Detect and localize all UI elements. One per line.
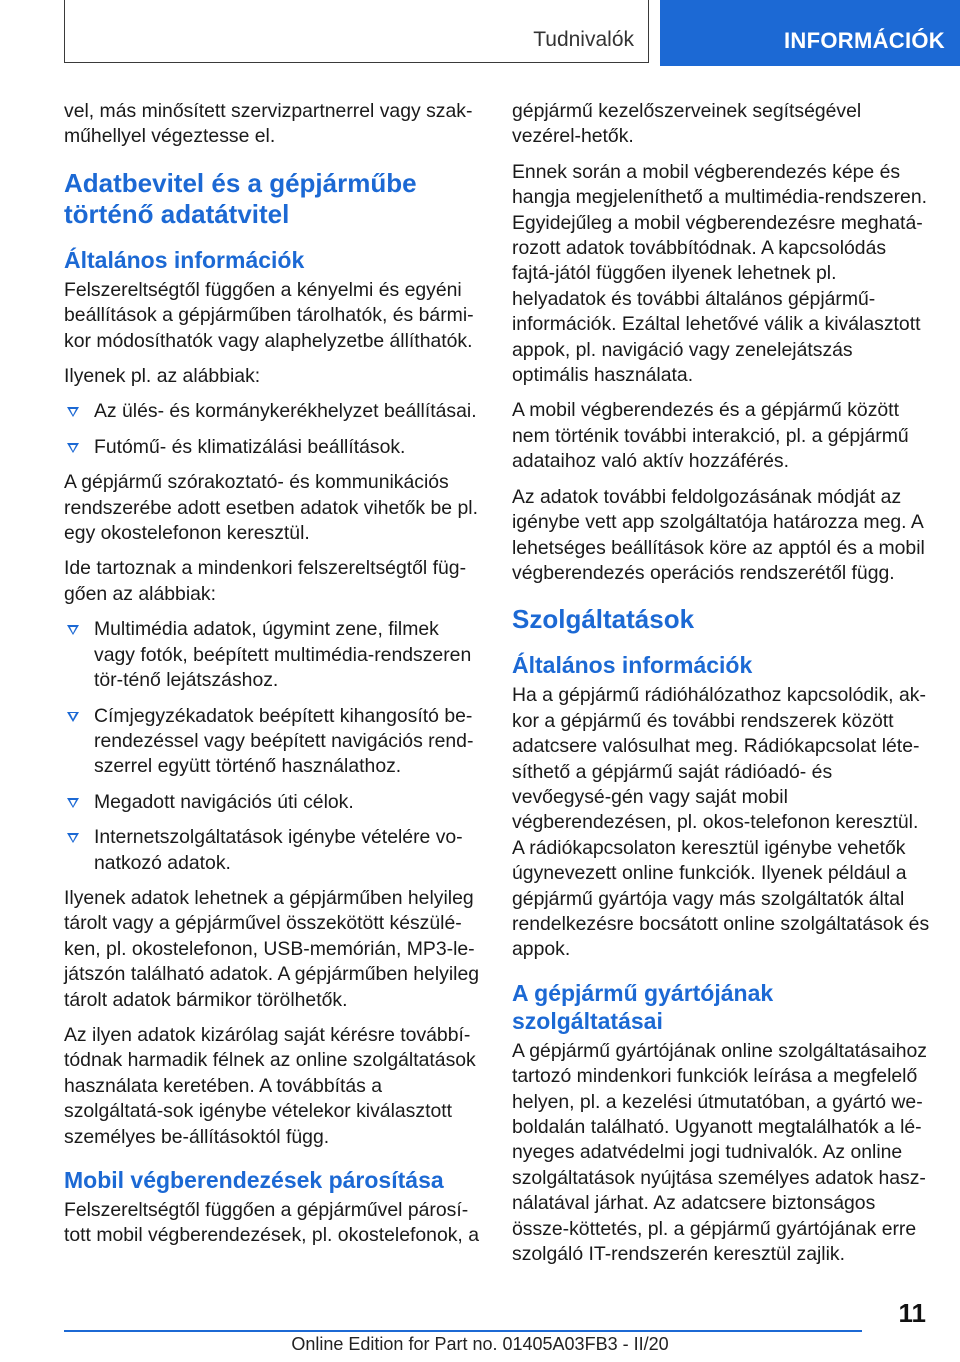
triangle-bullet-icon — [67, 407, 79, 417]
paragraph: Ilyenek pl. az alábbiak: — [64, 365, 261, 388]
left-column — [64, 99, 482, 1259]
triangle-bullet-icon — [67, 712, 79, 722]
list-item — [64, 704, 482, 780]
paragraph: Ha a gépjármű rádióhálózathoz kapcsolódik, ak-kor a gépjármű és további rendszerek között adatcsere valósulhat meg. Rádiókapcsolat léte-síthető a gépjármű saját rádióadó- és vevőegysé-gén vagy saját mobil végberendezésen, pl. okos-telefonon keresztül. A rádiókapcsolaton keresztül igénybe vehetők úgynevezett online funkciók. Ilyenek például a gépjármű gyártója vagy más szolgáltatók által rendelkezésre bocsátott online szolgáltatások és appok. — [512, 684, 930, 961]
list-item — [64, 790, 482, 815]
triangle-bullet-icon — [67, 833, 79, 843]
header-section-box — [64, 0, 649, 63]
paragraph: gépjármű kezelőszerveinek segítségével vezérel-hetők. — [512, 100, 862, 148]
page-number: 11 — [898, 1298, 926, 1328]
paragraph: A gépjármű gyártójának online szolgáltatásaihoz tartozó mindenkori funkciók leírása a megfelelő helyen, pl. a kezelési útmutatóban, a gyártó we-boldalán található. Ugyanott megtalálhatók a lé-nyeges adatvédelmi jogi tudnivalók. Az online szolgáltatások nyújtása személyes adatok hasz-nálatával járhat. Az adatcsere biztonságos össze-köttetés, pl. a gépjármű gyártójának erre szolgáló IT-rendszerén keresztül zajlik. — [512, 1039, 928, 1266]
paragraph: A mobil végberendezés és a gépjármű között nem történik további interakció, pl. a gépjármű adataihoz való aktív hozzáférés. — [512, 399, 909, 473]
list-item — [64, 399, 482, 424]
list-item-text: Az ülés- és kormánykerékhelyzet beállításai. — [94, 400, 477, 423]
page-header — [0, 0, 960, 66]
bullet-list — [64, 399, 482, 460]
paragraph: Az adatok további feldolgozásának módját az igénybe vett app szolgáltatója határozza meg. A lehetséges beállítások köre az apptól és a mobil végberendezés operációs rendszerétől függ. — [512, 485, 925, 584]
paragraph: Ilyenek adatok lehetnek a gépjárműben helyileg tárolt vagy a gépjárművel összekötött készülé-ken, pl. okostelefonon, USB-memórián, MP3-le-játszón található adatok. A gépjárműben helyileg tárolt adatok bármikor törölhetők. — [64, 886, 480, 1011]
footer-edition-text: Online Edition for Part no. 01405A03FB3 - II/20 — [291, 1334, 669, 1354]
section-heading: Szolgáltatások — [512, 604, 695, 635]
paragraph: vel, más minősített szervizpartnerrel vagy szak-műhellyel végeztesse el. — [64, 100, 473, 148]
subsection-heading: Általános információk — [64, 246, 305, 273]
subsection-heading: Mobil végberendezések párosítása — [64, 1167, 444, 1193]
list-item-text: Címjegyzékadatok beépített kihangosító be-rendezéssel vagy beépített navigációs rend-szerrel együtt történő használathoz. — [94, 704, 474, 778]
triangle-bullet-icon — [67, 443, 79, 453]
right-column — [512, 99, 930, 1277]
header-chapter-tab — [660, 0, 960, 66]
header-section-title: Tudnivalók — [533, 28, 634, 51]
paragraph: Az ilyen adatok kizárólag saját kérésre továbbí-tódnak harmadik félnek az online szolgáltatások használata keretében. A továbbítás a szolgáltatá-sok igénybe vételekor kiválasztott személyes be-állításoktól függ. — [64, 1023, 476, 1148]
paragraph: Felszereltségtől függően a kényelmi és egyéni beállítások a gépjárműben tárolhatók, és bármi-kor módosíthatók vagy alaphelyzetbe állíthatók. — [64, 278, 474, 352]
footer-divider — [64, 1330, 862, 1332]
section-heading: Adatbevitel és a gépjárműbe történő adatátvitel — [64, 167, 417, 229]
list-item — [64, 617, 482, 693]
list-item-text: Internetszolgáltatások igénybe vételére vo-natkozó adatok. — [94, 826, 463, 874]
list-item-text: Futómű- és klimatizálási beállítások. — [94, 435, 406, 458]
paragraph: Ide tartoznak a mindenkori felszereltségtől füg-gően az alábbiak: — [64, 557, 467, 605]
list-item-text: Multimédia adatok, úgymint zene, filmek vagy fotók, beépített multimédia-rendszeren tör-ténő lejátszáshoz. — [94, 618, 472, 692]
subsection-heading: A gépjármű gyártójának szolgáltatásai — [512, 979, 774, 1034]
header-chapter-label: INFORMÁCIÓK — [784, 28, 945, 53]
triangle-bullet-icon — [67, 625, 79, 635]
paragraph: A gépjármű szórakoztató- és kommunikációs rendszerébe adott esetben adatok vihetők be pl. egy okostelefonon keresztül. — [64, 471, 478, 545]
bullet-list — [64, 617, 482, 876]
list-item — [64, 435, 482, 460]
paragraph: Felszereltségtől függően a gépjárművel párosí-tott mobil végberendezések, pl. okostelefonok, a — [64, 1199, 479, 1247]
subsection-heading: Általános információk — [512, 652, 753, 679]
paragraph: Ennek során a mobil végberendezés képe és hangja megjeleníthető a multimédia-rendszeren. Egyidejűleg a mobil végberendezésre meghatá-rozott adatok továbbítódnak. A kapcsolódás fajtá-jától függően ilyenek lehetnek pl. helyadatok és további általános gépjármű-információk. Ezáltal lehetővé válik a kiválasztott appok, pl. navigáció vagy zenelejátszás optimális használata. — [512, 160, 927, 387]
list-item — [64, 825, 482, 876]
list-item-text: Megadott navigációs úti célok. — [94, 790, 354, 813]
triangle-bullet-icon — [67, 798, 79, 808]
